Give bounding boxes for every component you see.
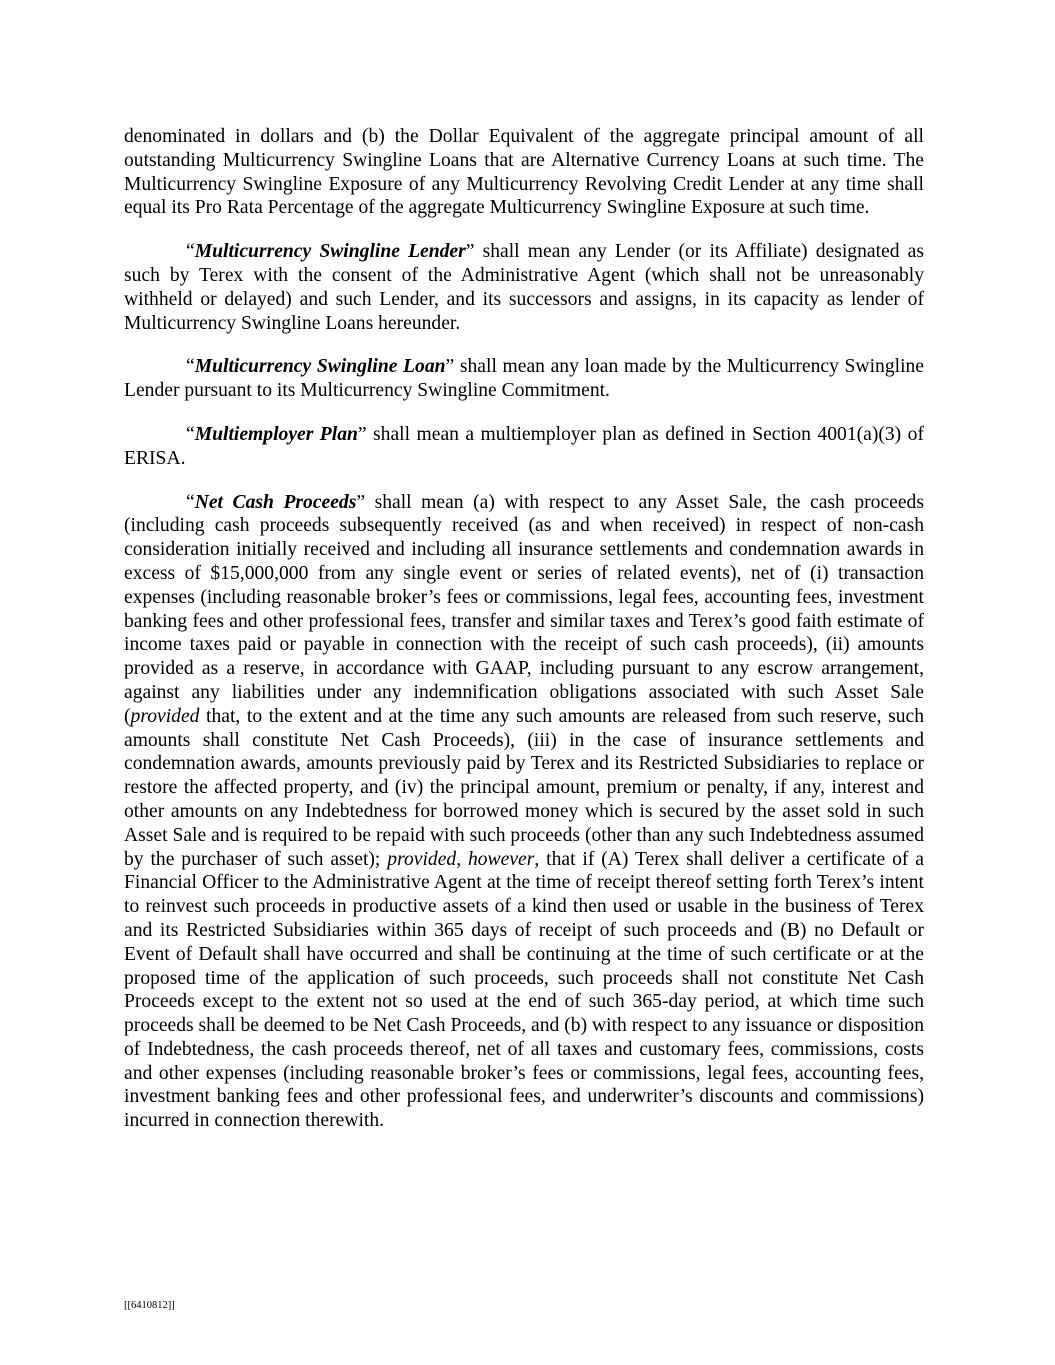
close-quote: ” xyxy=(445,356,455,378)
definition-net-cash-proceeds xyxy=(124,491,924,1134)
open-quote: “ xyxy=(186,241,195,263)
italic-provided-however: provided, however xyxy=(387,848,535,870)
paragraph-continuation: denominated in dollars and (b) the Dollar Equivalent of the aggregate principal amount of all outstanding Multicurrency Swingline Loans that are Alternative Currency Loans at such time. The Multicurrency Swingline Exposure of any Multicurrency Revolving Credit Lender at any time shall equal its Pro Rata Percentage of the aggregate Multicurrency Swingline Exposure at such time. xyxy=(124,126,924,219)
close-quote: ” xyxy=(357,423,367,445)
definition-multiemployer-plan xyxy=(124,423,924,471)
open-quote: “ xyxy=(186,491,195,513)
definition-text: shall mean (a) with respect to any Asset Sale, the cash proceeds (including cash proceeds subsequently received (as and when received) in respect of non-cash consideration initially received and including all insurance settlements and condemnation awards in excess of $15,000,000 from any single event or series of related events), net of (i) transaction expenses (including reasonable broker’s fees or commissions, legal fees, accounting fees, investment banking fees and other professional fees, transfer and similar taxes and Terex’s good faith estimate of income taxes paid or payable in connection with the receipt of such cash proceeds), (ii) amounts provided as a reserve, in accordance with GAAP, including pursuant to any escrow arrangement, against any liabilities under any indemnification obligations associated with such Asset Sale ( xyxy=(124,491,924,727)
defined-term: Multiemployer Plan xyxy=(194,423,358,445)
close-quote: ” xyxy=(356,491,366,513)
definition-text: that, to the extent and at the time any such amounts are released from such reserve, such amounts shall constitute Net Cash Proceeds), (iii) in the case of insurance settlements and condemnation awards, amounts previously paid by Terex and its Restricted Subsidiaries to replace or restore the affected property, and (iv) the principal amount, premium or penalty, if any, interest and other amounts on any Indebtedness for borrowed money which is secured by the asset sold in such Asset Sale and is required to be repaid with such proceeds (other than any such Indebtedness assumed by the purchaser of such asset); xyxy=(124,705,924,870)
footer-doc-id: [[6410812]] xyxy=(124,1300,175,1311)
definition-multicurrency-swingline-loan xyxy=(124,355,924,403)
definition-multicurrency-swingline-lender xyxy=(124,240,924,335)
italic-provided: provided xyxy=(130,705,200,727)
definition-text: shall mean a multiemployer plan as defined in Section 4001(a)(3) of ERISA. xyxy=(124,423,924,469)
open-quote: “ xyxy=(186,423,195,445)
definition-text: shall mean any loan made by the Multicurrency Swingline Lender pursuant to its Multicurrency Swingline Commitment. xyxy=(124,356,925,402)
close-quote: ” xyxy=(465,241,475,263)
definition-text: shall mean any Lender (or its Affiliate) designated as such by Terex with the consent of the Administrative Agent (which shall not be unreasonably withheld or delayed) and such Lender, and its successors and assigns, in its capacity as lender of Multicurrency Swingline Loans hereunder. xyxy=(124,241,924,334)
defined-term: Net Cash Proceeds xyxy=(194,491,357,513)
open-quote: “ xyxy=(186,356,195,378)
definition-text: , that if (A) Terex shall deliver a certificate of a Financial Officer to the Administrative Agent at the time of receipt thereof setting forth Terex’s intent to reinvest such proceeds in productive assets of a kind then used or usable in the business of Terex and its Restricted Subsidiaries within 365 days of receipt of such proceeds and (B) no Default or Event of Default shall have occurred and shall be continuing at the time of such certificate or at the proposed time of the application of such proceeds, such proceeds shall not constitute Net Cash Proceeds except to the extent not so used at the end of such 365-day period, at which time such proceeds shall be deemed to be Net Cash Proceeds, and (b) with respect to any issuance or disposition of Indebtedness, the cash proceeds thereof, net of all taxes and customary fees, commissions, costs and other expenses (including reasonable broker’s fees or commissions, legal fees, accounting fees, investment banking fees and other professional fees, and underwriter’s discounts and commissions) incurred in connection therewith. xyxy=(124,848,924,1132)
defined-term: Multicurrency Swingline Loan xyxy=(194,356,446,378)
defined-term: Multicurrency Swingline Lender xyxy=(194,241,466,263)
document-body xyxy=(124,125,924,1153)
